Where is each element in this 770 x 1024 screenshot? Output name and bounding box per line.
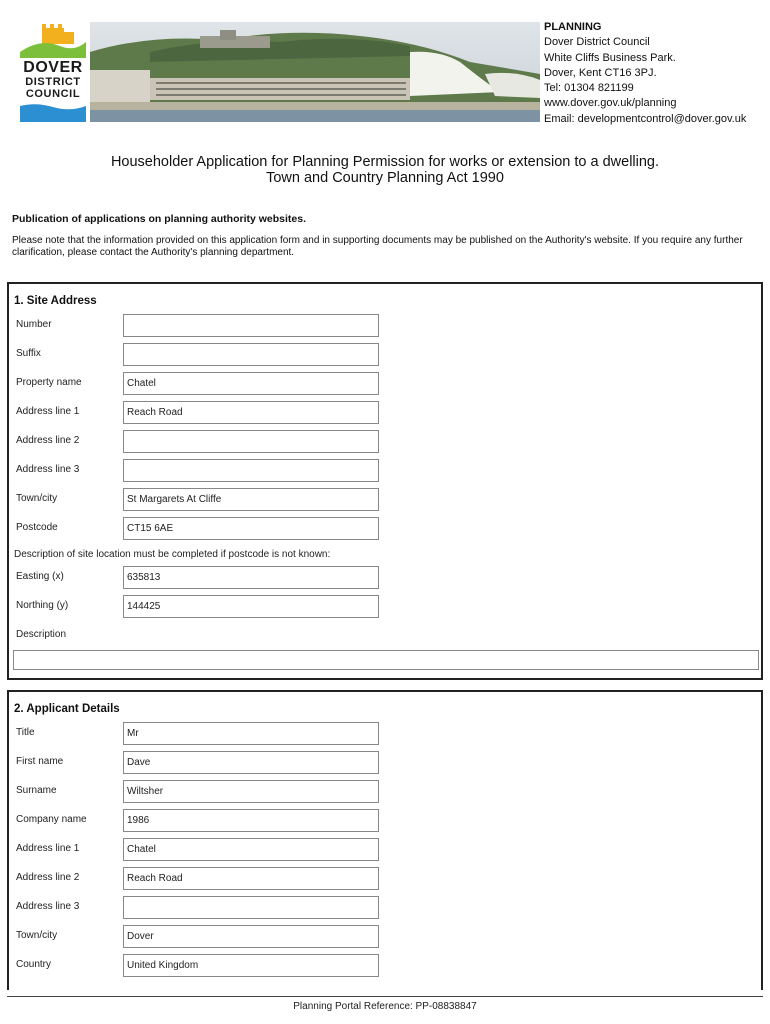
logo-line-2: DISTRICT <box>25 76 81 88</box>
planning-contact-block <box>544 20 768 127</box>
applicant-address-line-1-field[interactable]: Chatel <box>123 838 379 861</box>
applicant-country-field[interactable]: United Kingdom <box>123 954 379 977</box>
applicant-address-line-3-field[interactable] <box>123 896 379 919</box>
contact-website: www.dover.gov.uk/planning <box>544 97 677 110</box>
site-address-section <box>7 282 763 680</box>
footer-divider <box>7 996 763 997</box>
northing-field[interactable]: 144425 <box>123 595 379 618</box>
field-label: Number <box>16 319 52 330</box>
field-label: Suffix <box>16 348 41 359</box>
contact-email: Email: developmentcontrol@dover.gov.uk <box>544 112 747 125</box>
field-label: Company name <box>16 814 87 825</box>
site-address-line-1-field[interactable]: Reach Road <box>123 401 379 424</box>
applicant-surname-field[interactable]: Wiltsher <box>123 780 379 803</box>
field-label: Northing (y) <box>16 600 69 611</box>
field-label: Description <box>16 629 67 640</box>
field-label: Surname <box>16 785 57 796</box>
applicant-details-section <box>7 690 763 990</box>
site-suffix-field[interactable] <box>123 343 379 366</box>
field-label: Postcode <box>16 522 58 533</box>
castle-icon <box>20 22 86 58</box>
field-label: Country <box>16 959 52 970</box>
white-cliffs-banner-image <box>90 22 540 122</box>
field-label: Address line 3 <box>16 464 80 475</box>
field-label: Address line 1 <box>16 406 80 417</box>
field-label: Address line 1 <box>16 843 80 854</box>
field-label: Address line 2 <box>16 872 80 883</box>
logo-line-1: DOVER <box>23 59 83 76</box>
sea-wave-icon <box>20 102 86 122</box>
field-label: Title <box>16 727 35 738</box>
site-address-line-3-field[interactable] <box>123 459 379 482</box>
site-property-name-field[interactable]: Chatel <box>123 372 379 395</box>
field-label: Town/city <box>16 493 58 504</box>
applicant-company-name-field[interactable]: 1986 <box>123 809 379 832</box>
contact-line: Dover District Council <box>544 36 650 49</box>
contact-title: PLANNING <box>544 21 602 33</box>
section-title: 1. Site Address <box>14 295 97 307</box>
form-title <box>0 154 770 186</box>
contact-line: Dover, Kent CT16 3PJ. <box>544 66 657 79</box>
field-label: Address line 3 <box>16 901 80 912</box>
field-label: Address line 2 <box>16 435 80 446</box>
location-note: Description of site location must be completed if postcode is not known: <box>14 549 331 560</box>
field-label: Property name <box>16 377 82 388</box>
easting-field[interactable]: 635813 <box>123 566 379 589</box>
applicant-town-city-field[interactable]: Dover <box>123 925 379 948</box>
publication-text: Please note that the information provided on this application form and in supporting documents may be published on the Authority's website. If you require any further clarification, please contact the Authority's planning department. <box>12 235 743 258</box>
site-address-line-2-field[interactable] <box>123 430 379 453</box>
site-postcode-field[interactable]: CT15 6AE <box>123 517 379 540</box>
form-title-line-1: Householder Application for Planning Permission for works or extension to a dwelling. <box>110 154 660 170</box>
publication-heading: Publication of applications on planning authority websites. <box>12 213 307 225</box>
contact-phone: Tel: 01304 821199 <box>544 82 634 95</box>
planning-portal-reference: Planning Portal Reference: PP-08838847 <box>293 1001 477 1012</box>
applicant-title-field[interactable]: Mr <box>123 722 379 745</box>
site-town-city-field[interactable]: St Margarets At Cliffe <box>123 488 379 511</box>
applicant-address-line-2-field[interactable]: Reach Road <box>123 867 379 890</box>
logo-line-3: COUNCIL <box>25 88 81 100</box>
contact-line: White Cliffs Business Park. <box>544 51 676 64</box>
site-description-field[interactable] <box>13 650 759 670</box>
section-title: 2. Applicant Details <box>14 703 120 715</box>
site-number-field[interactable] <box>123 314 379 337</box>
field-label: First name <box>16 756 64 767</box>
field-label: Easting (x) <box>16 571 64 582</box>
form-title-line-2: Town and Country Planning Act 1990 <box>266 170 504 186</box>
applicant-first-name-field[interactable]: Dave <box>123 751 379 774</box>
field-label: Town/city <box>16 930 58 941</box>
dover-council-logo <box>20 22 86 122</box>
